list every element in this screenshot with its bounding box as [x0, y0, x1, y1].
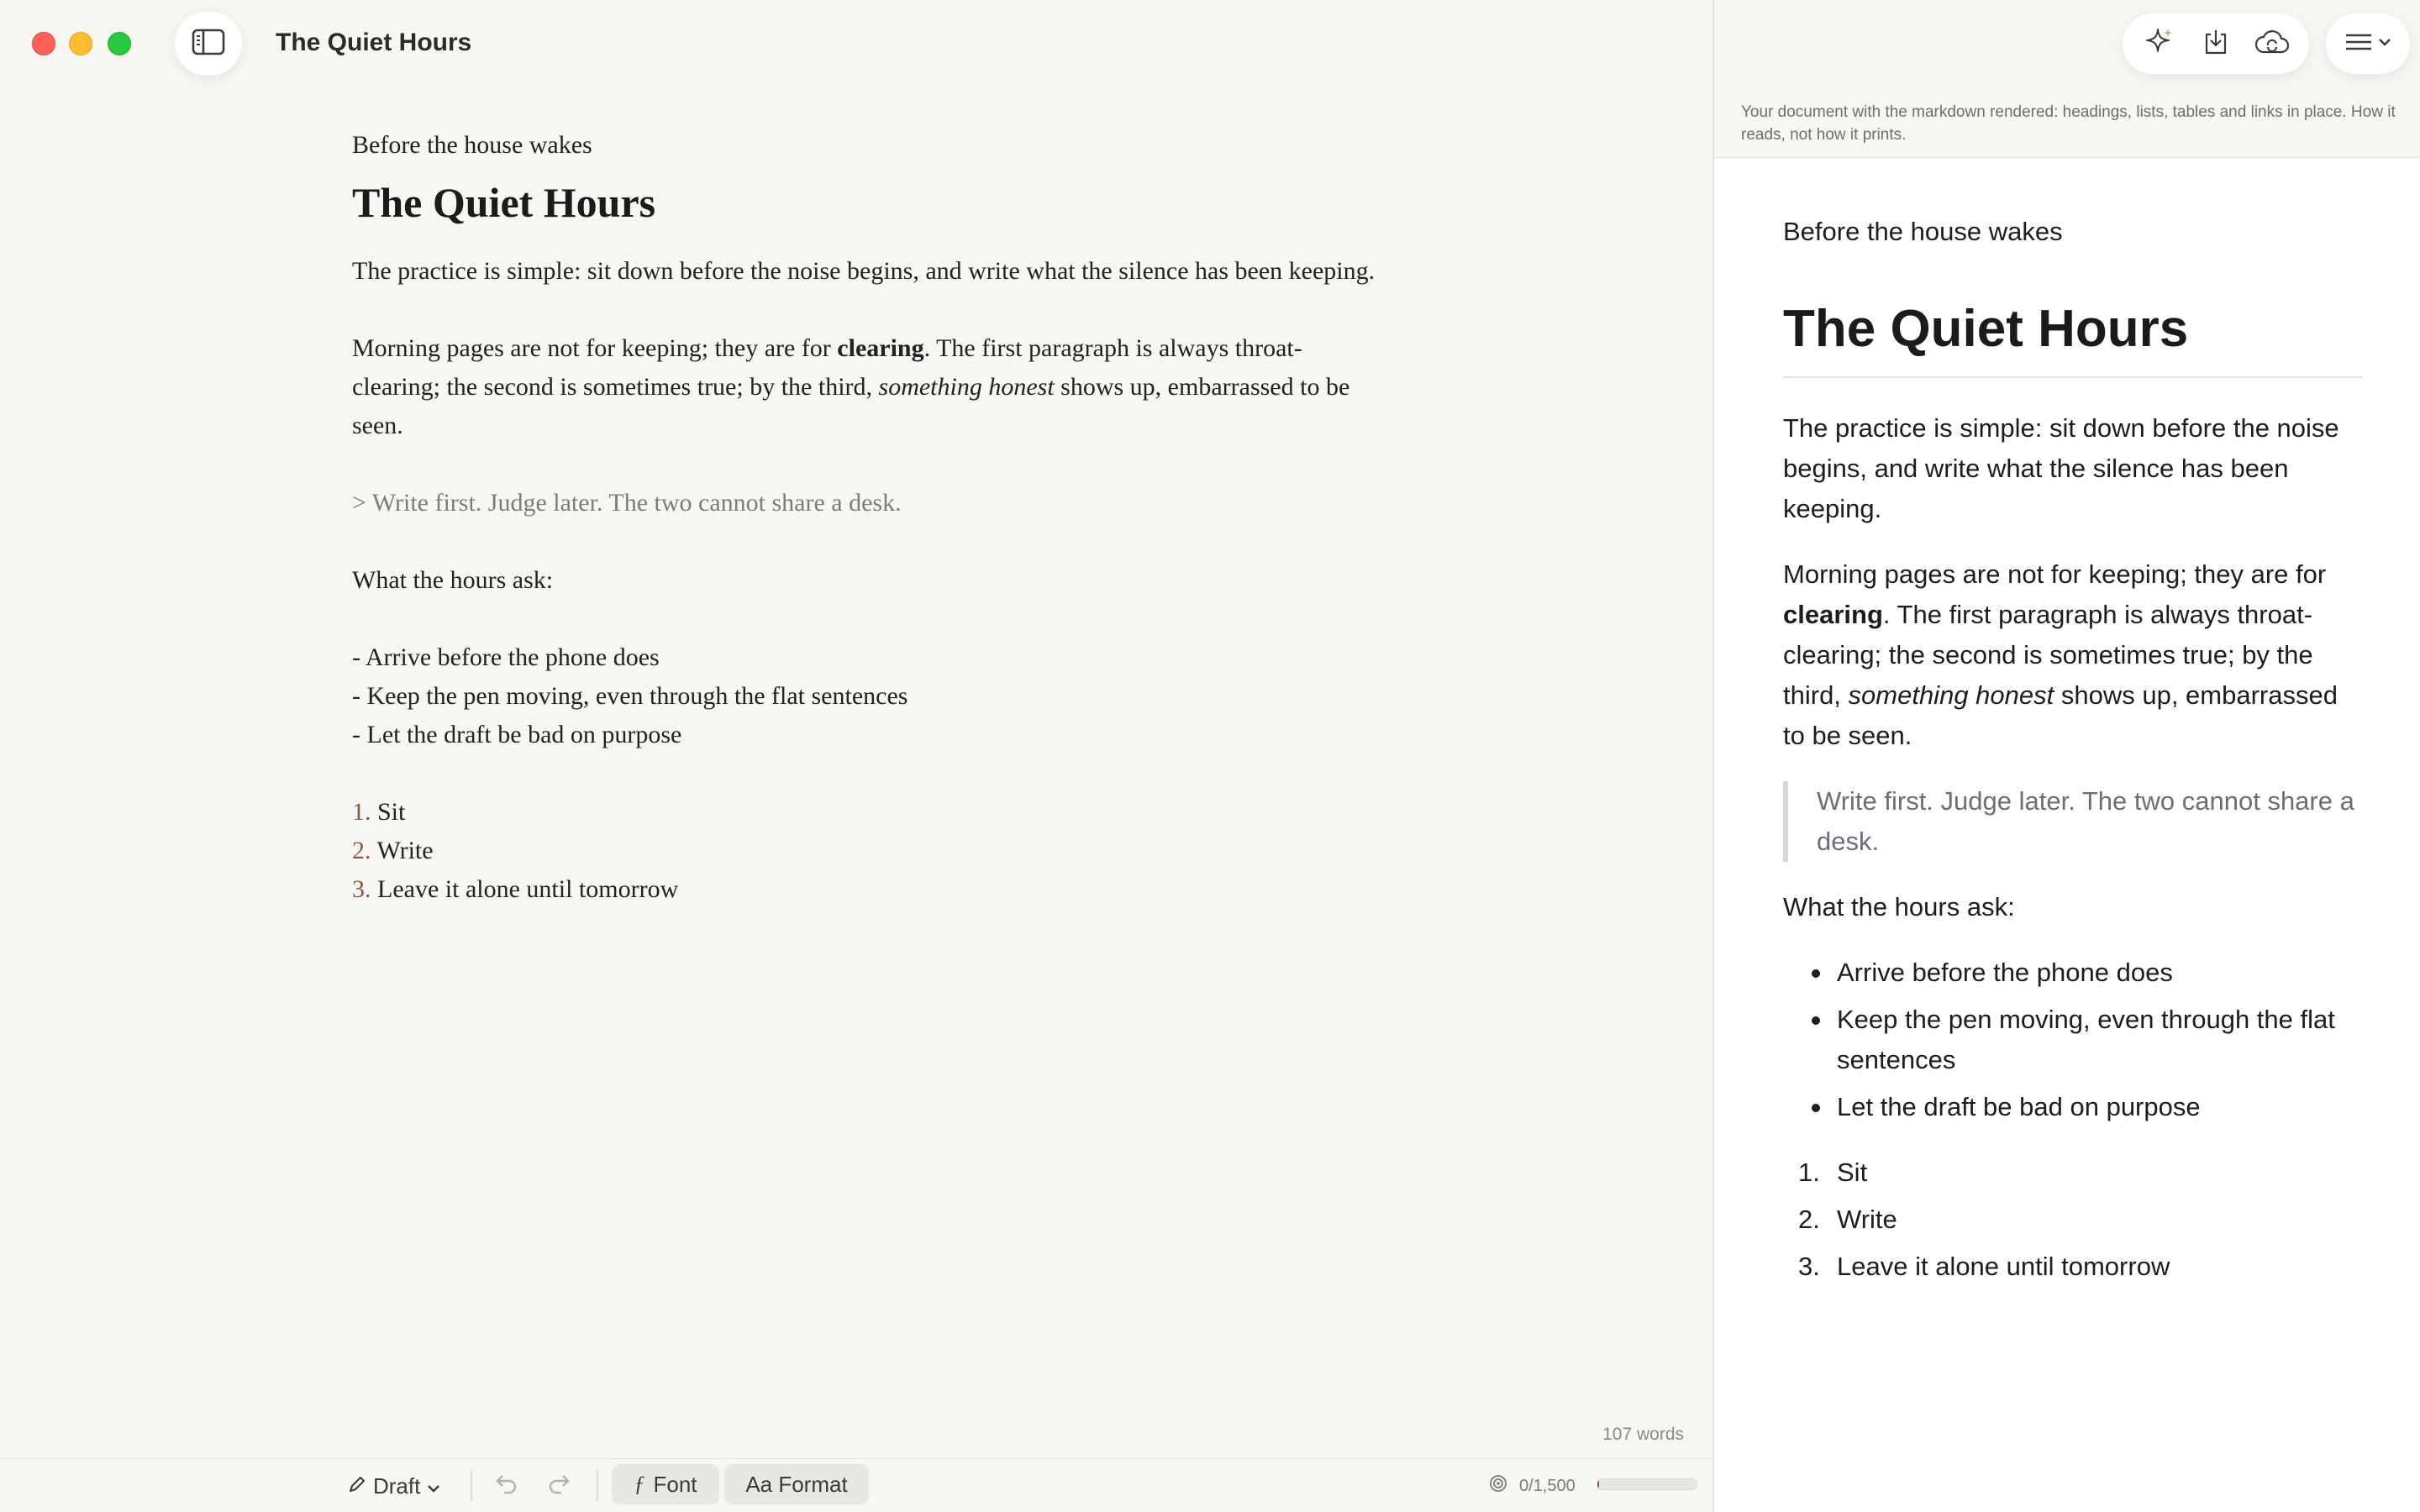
window-title: The Quiet Hours	[276, 29, 472, 56]
editor-paragraph-2: Morning pages are not for keeping; they are for clearing. The first paragraph is always throat-clearing; the second is sometimes true; by the third, something honest shows up, embarrassed to be seen.	[352, 334, 1356, 439]
format-button[interactable]	[724, 1464, 869, 1504]
format-label: Aa Format	[745, 1471, 848, 1497]
ai-assist-button[interactable]	[2134, 18, 2185, 69]
undo-button[interactable]	[494, 1459, 519, 1512]
editor-numbered-item: 3. Leave it alone until tomorrow	[352, 875, 679, 903]
title-bar	[0, 0, 1712, 87]
preview-subtitle: Before the house wakes	[1783, 217, 2063, 246]
minimize-window-button[interactable]	[69, 32, 92, 55]
markdown-editor[interactable]	[352, 126, 1377, 909]
font-icon: ƒ	[634, 1472, 645, 1496]
editor-bold-text: clearing	[837, 334, 924, 362]
undo-icon	[494, 1473, 519, 1500]
list-item: Arrive before the phone does	[1783, 953, 2363, 993]
editor-numbered-item: 2. Write	[352, 837, 434, 864]
goal-text: 0/1,500	[1519, 1476, 1576, 1495]
toolbar-divider	[597, 1471, 598, 1501]
target-icon	[1489, 1474, 1507, 1498]
mode-label: Draft	[373, 1473, 421, 1499]
editor-heading: The Quiet Hours	[352, 179, 656, 226]
preview-paragraph-1: The practice is simple: sit down before the noise begins, and write what the silence has been keeping.	[1783, 413, 2339, 523]
list-item: 2. Write	[1798, 1205, 1897, 1234]
preview-description: Your document with the markdown rendered: headings, lists, tables and links in place. How it reads, not how it prints.	[1741, 103, 2396, 144]
preview-list-intro: What the hours ask:	[1783, 892, 2015, 921]
close-window-button[interactable]	[32, 32, 55, 55]
sidebar-icon	[192, 29, 225, 60]
preview-heading: The Quiet Hours	[1783, 296, 2363, 378]
hamburger-icon	[2344, 32, 2373, 56]
cloud-sync-button[interactable]	[2247, 18, 2297, 69]
goal-progress-fill	[1597, 1479, 1599, 1489]
word-count: 107 words	[1602, 1425, 1684, 1444]
export-button[interactable]	[2191, 18, 2241, 69]
redo-icon	[546, 1473, 571, 1500]
editor-list-intro: What the hours ask:	[352, 566, 554, 594]
editor-blockquote: > Write first. Judge later. The two cannot share a desk.	[352, 489, 902, 517]
cloud-sync-icon	[2254, 29, 2291, 60]
redo-button[interactable]	[546, 1459, 571, 1512]
action-button-group	[2123, 13, 2309, 74]
editor-bullet-item: - Keep the pen moving, even through the flat sentences	[352, 682, 908, 710]
preview-blockquote: Write first. Judge later. The two cannot share a desk.	[1783, 781, 2363, 862]
sidebar-toggle-button[interactable]	[175, 12, 242, 76]
zoom-window-button[interactable]	[108, 32, 131, 55]
sparkle-icon	[2144, 27, 2175, 61]
preview-bullet-list	[1783, 953, 2363, 1127]
mode-dropdown[interactable]	[348, 1459, 440, 1512]
preview-pane	[1712, 0, 2420, 1512]
rendered-preview	[1783, 212, 2363, 1294]
font-label: Font	[653, 1471, 697, 1497]
preview-numbered-list	[1783, 1152, 2363, 1287]
editor-bullet-item: - Let the draft be bad on purpose	[352, 721, 682, 748]
editor-italic-text: something honest	[878, 373, 1055, 401]
preview-paragraph-2: Morning pages are not for keeping; they are for clearing. The first paragraph is always throat-clearing; the second is sometimes true; by the third, something honest shows up, embarrassed to be seen.	[1783, 559, 2338, 750]
list-item: Let the draft be bad on purpose	[1783, 1087, 2363, 1127]
editor-bullet-item: - Arrive before the phone does	[352, 643, 660, 671]
list-item: 3. Leave it alone until tomorrow	[1798, 1252, 2170, 1281]
preview-bold-text: clearing	[1783, 600, 1883, 629]
word-goal[interactable]	[1489, 1459, 1576, 1512]
preview-header	[1714, 0, 2420, 158]
chevron-down-icon	[427, 1473, 440, 1499]
download-icon	[2202, 28, 2230, 60]
chevron-down-icon	[2378, 36, 2391, 51]
pencil-icon	[348, 1473, 366, 1499]
editor-subtitle: Before the house wakes	[352, 131, 592, 159]
editor-numbered-item: 1. Sit	[352, 798, 406, 826]
font-button[interactable]	[612, 1464, 719, 1504]
editor-paragraph-1: The practice is simple: sit down before the noise begins, and write what the silence has been keeping.	[352, 257, 1376, 285]
toolbar-divider	[471, 1471, 472, 1501]
list-item: 1. Sit	[1798, 1158, 1868, 1187]
goal-progress-bar	[1597, 1478, 1697, 1490]
bottom-toolbar	[0, 1458, 1712, 1512]
list-item: Keep the pen moving, even through the flat sentences	[1783, 1000, 2363, 1080]
preview-italic-text: something honest	[1848, 680, 2054, 710]
menu-button[interactable]	[2326, 13, 2410, 74]
